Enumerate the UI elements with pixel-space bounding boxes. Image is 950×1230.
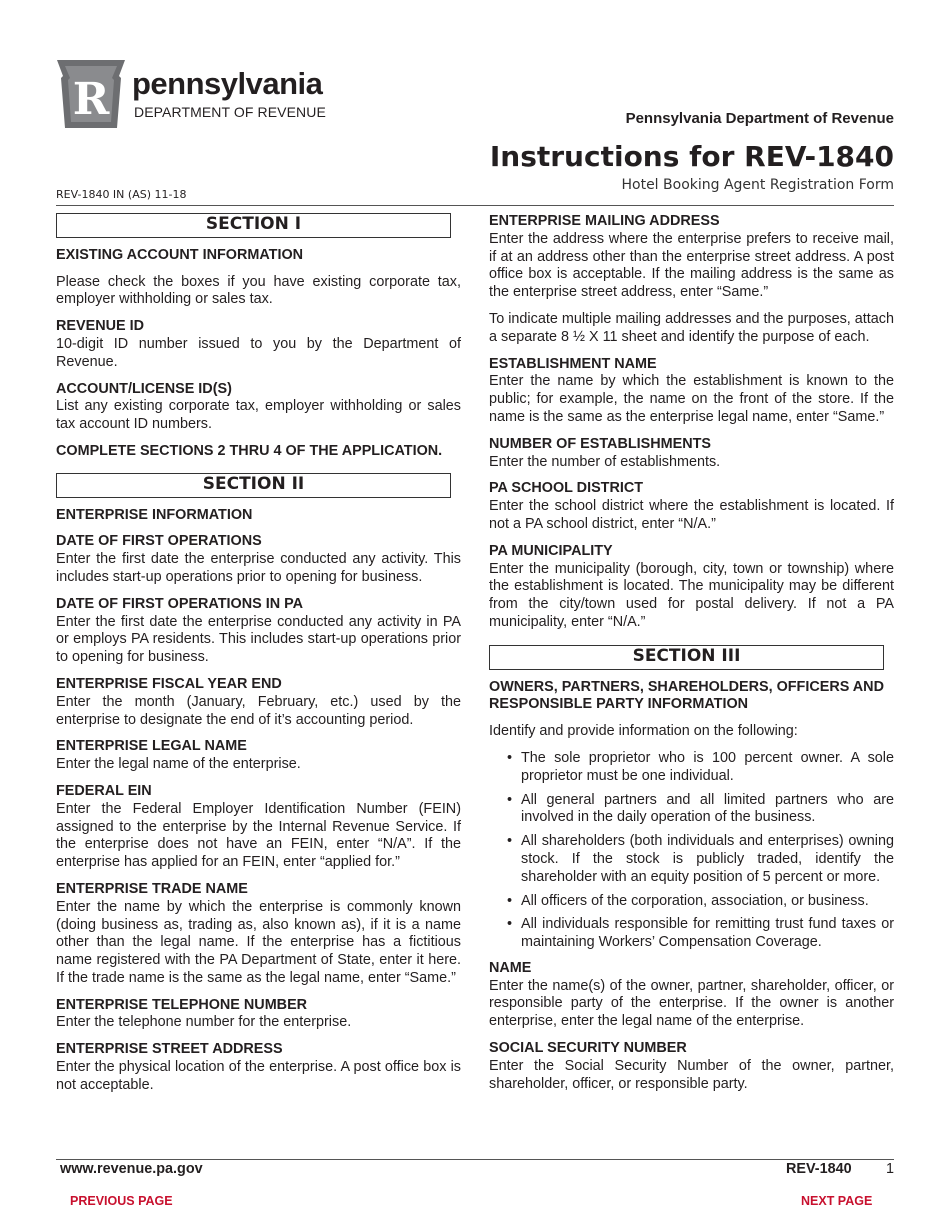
list-item: • All shareholders (both individuals and enterprises) owning stock. If the stock is publicly traded, identify the shareholder with an equity position of 5 percent or more. — [507, 833, 894, 885]
agency-name: Pennsylvania Department of Revenue — [625, 110, 894, 127]
first-operations-pa-text: Enter the first date the enterprise conducted any activity in PA or employs PA residents. This includes start-up operations prior to opening for business. — [56, 613, 461, 666]
establishment-name-heading: ESTABLISHMENT NAME — [489, 355, 657, 372]
list-item: • The sole proprietor who is 100 percent owner. A sole proprietor must be one individual. — [507, 749, 894, 784]
name-text: Enter the name(s) of the owner, partner, shareholder, officer, or responsible party of the enterprise. If the owner is another enterprise, enter the legal name of the enterprise. — [489, 977, 894, 1030]
logo-letter: R — [72, 74, 110, 125]
street-address-heading: ENTERPRISE STREET ADDRESS — [56, 1041, 283, 1058]
existing-account-heading: EXISTING ACCOUNT INFORMATION — [56, 246, 304, 263]
page-subtitle: Hotel Booking Agent Registration Form — [621, 177, 894, 193]
owners-bullet-list — [489, 750, 894, 952]
federal-ein-text: Enter the Federal Employer Identification Number (FEIN) assigned to the enterprise by the Internal Revenue Service. If the enterprise does not have an FEIN, enter “N/A”. If the enterprise has applied for an FEIN, enter “applied for.” — [56, 800, 461, 871]
account-license-heading: ACCOUNT/LICENSE ID(S) — [56, 380, 232, 397]
existing-account-text: Please check the boxes if you have existing corporate tax, employer withholding or sales tax. — [56, 273, 461, 308]
section-3-heading: SECTION III — [489, 645, 884, 670]
trade-name-text: Enter the name by which the enterprise is commonly known (doing business as, trading as, also known as), if it is a name other than the legal name. If the enterprise has a fictitious name registered with the PA Department of State, enter it here. If the trade name is the same as the legal name, enter “Same.” — [56, 898, 461, 986]
list-item: • All individuals responsible for remitting trust fund taxes or maintaining Workers’ Compensation Coverage. — [507, 916, 894, 951]
next-page-link[interactable]: NEXT PAGE — [801, 1194, 873, 1208]
trade-name-heading: ENTERPRISE TRADE NAME — [56, 880, 248, 897]
name-heading: NAME — [489, 959, 532, 976]
section-2-heading: SECTION II — [56, 473, 451, 498]
school-district-text: Enter the school district where the establishment is located. If not a PA school district, enter “N/A.” — [489, 498, 894, 532]
left-column — [56, 213, 461, 1104]
municipality-heading: PA MUNICIPALITY — [489, 542, 613, 559]
previous-page-link[interactable]: PREVIOUS PAGE — [70, 1194, 173, 1208]
header-divider — [56, 205, 894, 206]
identify-text: Identify and provide information on the following: — [489, 723, 798, 740]
owners-heading: OWNERS, PARTNERS, SHAREHOLDERS, OFFICERS AND RESPONSIBLE PARTY INFORMATION — [489, 678, 884, 713]
footer-divider — [56, 1159, 894, 1160]
footer-form-number: REV-1840 — [786, 1161, 852, 1177]
pa-revenue-logo — [55, 58, 355, 132]
mailing-address-heading: ENTERPRISE MAILING ADDRESS — [489, 213, 720, 229]
street-address-text: Enter the physical location of the enterprise. A post office box is not acceptable. — [56, 1059, 461, 1093]
ssn-heading: SOCIAL SECURITY NUMBER — [489, 1040, 687, 1057]
complete-sections-note: COMPLETE SECTIONS 2 THRU 4 OF THE APPLICATION. — [56, 442, 443, 459]
num-establishments-text: Enter the number of establishments. — [489, 453, 721, 470]
num-establishments-heading: NUMBER OF ESTABLISHMENTS — [489, 435, 711, 452]
fiscal-year-heading: ENTERPRISE FISCAL YEAR END — [56, 675, 282, 692]
ssn-text: Enter the Social Security Number of the owner, partner, shareholder, officer, or responsible party. — [489, 1057, 894, 1092]
page-title: Instructions for REV-1840 — [489, 140, 894, 173]
keystone-icon — [55, 58, 127, 130]
list-item: • All officers of the corporation, association, or business. — [507, 892, 869, 909]
municipality-text: Enter the municipality (borough, city, town or township) where the establishment is located. The municipality may be different from the city/town used for postal delivery. If not a PA municipality, enter “N/A.” — [489, 560, 894, 630]
legal-name-heading: ENTERPRISE LEGAL NAME — [56, 738, 247, 755]
federal-ein-heading: FEDERAL EIN — [56, 782, 152, 799]
legal-name-text: Enter the legal name of the enterprise. — [56, 756, 301, 773]
mailing-address-text: Enter the address where the enterprise prefers to receive mail, if at an address other than the enterprise street address. A post office box is acceptable. If the mailing address is the same as the enterprise street address, enter “Same.” — [489, 230, 894, 301]
footer-url: www.revenue.pa.gov — [60, 1161, 203, 1177]
account-license-text: List any existing corporate tax, employer withholding or sales tax account ID numbers. — [56, 398, 461, 433]
section-1-heading: SECTION I — [56, 213, 451, 238]
logo-wordmark: pennsylvania — [132, 66, 323, 101]
first-operations-pa-heading: DATE OF FIRST OPERATIONS IN PA — [56, 595, 304, 612]
telephone-text: Enter the telephone number for the enterprise. — [56, 1014, 352, 1031]
revenue-id-text: 10-digit ID number issued to you by the Department of Revenue. — [56, 335, 461, 370]
enterprise-info-heading: ENTERPRISE INFORMATION — [56, 506, 253, 523]
fiscal-year-text: Enter the month (January, February, etc.) used by the enterprise to designate the end of it’s accounting period. — [56, 693, 461, 728]
list-item: • All general partners and all limited partners who are involved in the daily operation of the business. — [507, 791, 894, 826]
telephone-heading: ENTERPRISE TELEPHONE NUMBER — [56, 996, 308, 1013]
page-number: 1 — [886, 1161, 895, 1177]
logo-department: DEPARTMENT OF REVENUE — [134, 104, 326, 120]
first-operations-text: Enter the first date the enterprise conducted any activity. This includes start-up operations prior to opening for business. — [56, 551, 461, 585]
revenue-id-heading: REVENUE ID — [56, 318, 144, 335]
form-code: REV-1840 IN (AS) 11-18 — [56, 188, 187, 201]
mailing-address-text-2: To indicate multiple mailing addresses and the purposes, attach a separate 8 ½ X 11 sheet and identify the purpose of each. — [489, 310, 894, 345]
right-column — [489, 213, 894, 1102]
establishment-name-text: Enter the name by which the establishment is known to the public; for example, the name on the front of the store. If the name is the same as the enterprise legal name, enter “Same.” — [489, 373, 894, 425]
first-operations-heading: DATE OF FIRST OPERATIONS — [56, 533, 262, 550]
school-district-heading: PA SCHOOL DISTRICT — [489, 480, 644, 497]
